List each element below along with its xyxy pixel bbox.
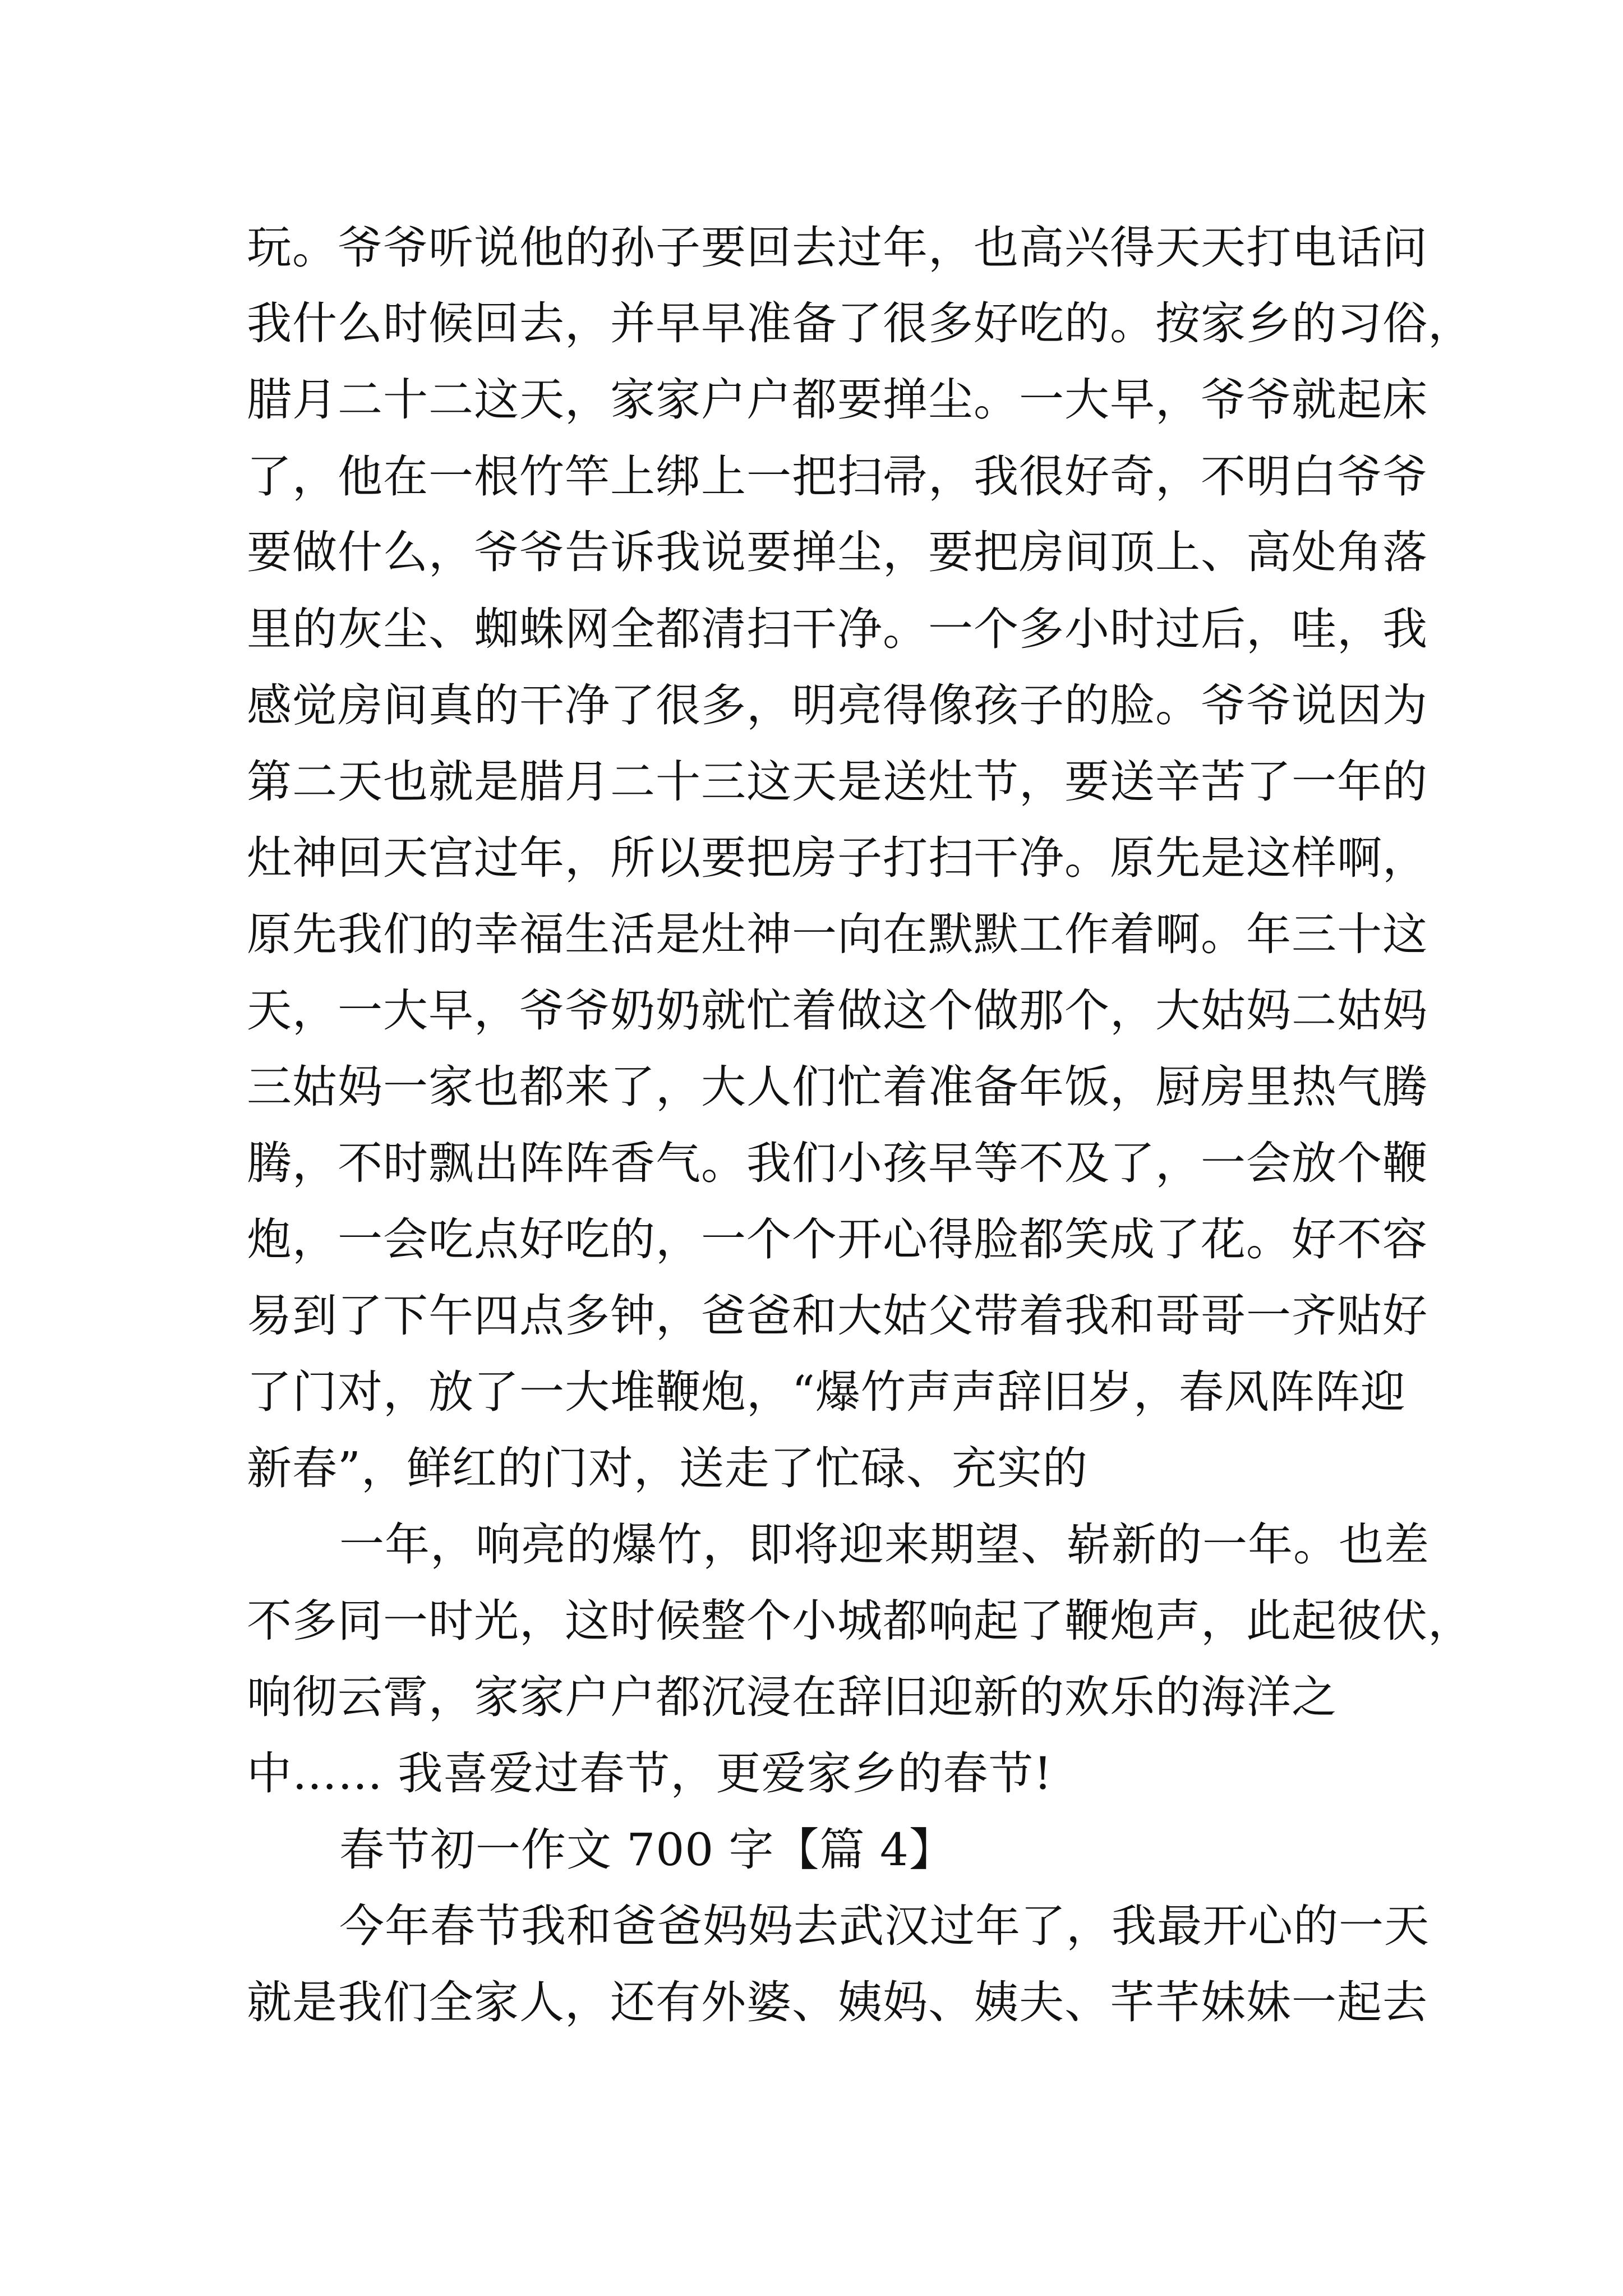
text-line: 了门对，放了一大堆鞭炮，“爆竹声声辞旧岁，春风阵阵迎	[247, 1366, 1406, 1418]
text-line: 炮，一会吃点好吃的，一个个开心得脸都笑成了花。好不容	[247, 1213, 1428, 1266]
text-line: 感觉房间真的干净了很多，明亮得像孩子的脸。爷爷说因为	[247, 679, 1428, 731]
text-line: 易到了下午四点多钟，爸爸和大姑父带着我和哥哥一齐贴好	[247, 1290, 1428, 1342]
text-line: 天，一大早，爷爷奶奶就忙着做这个做那个，大姑妈二姑妈	[247, 984, 1428, 1037]
text-line: 玩。爷爷听说他的孙子要回去过年，也高兴得天天打电话问	[247, 222, 1428, 274]
text-line: 就是我们全家人，还有外婆、姨妈、姨夫、芊芊妹妹一起去	[247, 1976, 1428, 2028]
text-line: 不多同一时光，这时候整个小城都响起了鞭炮声，此起彼伏，	[247, 1595, 1473, 1647]
text-line: 腾，不时飘出阵阵香气。我们小孩早等不及了，一会放个鞭	[247, 1137, 1428, 1189]
text-line: 中…… 我喜爱过春节，更爱家乡的春节!	[247, 1747, 1053, 1800]
text-line: 我什么时候回去，并早早准备了很多好吃的。按家乡的习俗，	[247, 297, 1473, 349]
text-line: 灶神回天宫过年，所以要把房子打扫干净。原先是这样啊，	[247, 832, 1428, 884]
text-line: 一年，响亮的爆竹，即将迎来期望、崭新的一年。也差	[339, 1519, 1430, 1571]
text-line: 腊月二十二这天，家家户户都要掸尘。一大早，爷爷就起床	[247, 374, 1428, 426]
text-line: 响彻云霄，家家户户都沉浸在辞旧迎新的欢乐的海洋之	[247, 1671, 1337, 1723]
section-heading: 春节初一作文 700 字【篇 4】	[339, 1824, 955, 1876]
text-line: 第二天也就是腊月二十三这天是送灶节，要送辛苦了一年的	[247, 756, 1428, 808]
text-line: 三姑妈一家也都来了，大人们忙着准备年饭，厨房里热气腾	[247, 1061, 1428, 1113]
text-line: 新春”，鲜红的门对，送走了忙碌、充实的	[247, 1442, 1088, 1494]
text-line: 了，他在一根竹竿上绑上一把扫帚，我很好奇，不明白爷爷	[247, 450, 1428, 503]
text-line: 今年春节我和爸爸妈妈去武汉过年了，我最开心的一天	[339, 1900, 1430, 1952]
text-line: 里的灰尘、蜘蛛网全都清扫干净。一个多小时过后，哇，我	[247, 603, 1428, 655]
text-line: 要做什么，爷爷告诉我说要掸尘，要把房间顶上、高处角落	[247, 526, 1428, 578]
text-line: 原先我们的幸福生活是灶神一向在默默工作着啊。年三十这	[247, 908, 1428, 960]
